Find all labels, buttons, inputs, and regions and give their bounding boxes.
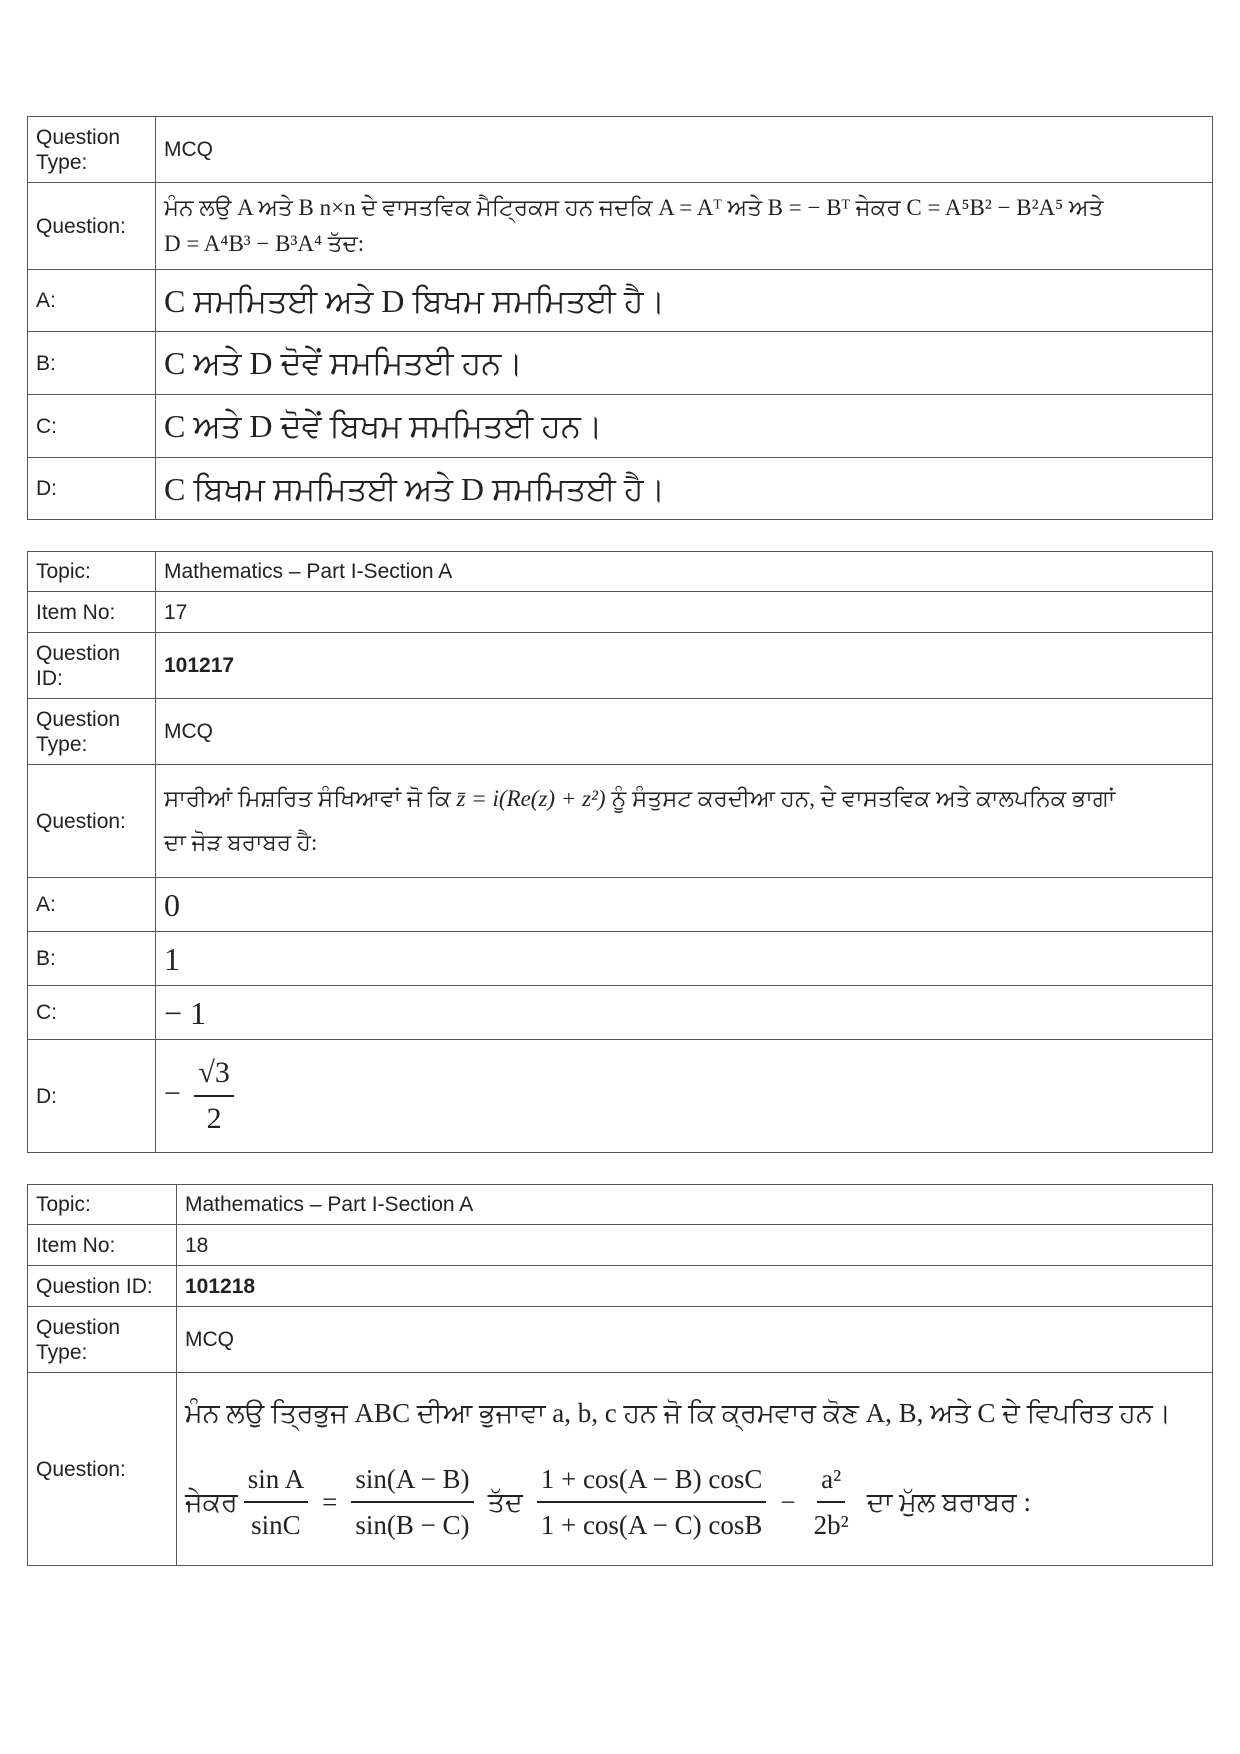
topic-label: Topic: <box>28 552 156 592</box>
question-line-1: ਸਾਰੀਆਂ ਮਿਸ਼ਰਿਤ ਸੰਖਿਆਵਾਂ ਜੋ ਕਿ z̄ = i(Re(z) + z²) ਨੂੰ ਸੰਤੁਸਟ ਕਰਦੀਆ ਹਨ, ਦੇ ਵਾਸਤਵਿਕ ਅਤੇ ਕਾਲਪਨਿਕ ਭਾਗਾਂ <box>164 786 1116 811</box>
option-c-text: − 1 <box>156 986 1213 1040</box>
question-text <box>156 765 1213 878</box>
question-line-2: ਦਾ ਜੋੜ ਬਰਾਬਰ ਹੈ: <box>164 830 318 855</box>
complex-equation: z̄ = i(Re(z) + z²) <box>456 786 606 811</box>
if-word: ਜੇਕਰ <box>185 1487 238 1517</box>
option-b-label: B: <box>28 932 156 986</box>
question-16-table <box>27 116 1213 520</box>
question-formula <box>185 1459 1204 1545</box>
option-a-text: 0 <box>156 878 1213 932</box>
then-word: ਤੱਦ <box>487 1487 523 1517</box>
question-label: Question: <box>28 183 156 270</box>
equals-sign: = <box>322 1487 338 1517</box>
topic-label: Topic: <box>28 1185 177 1225</box>
option-a-label: A: <box>28 270 156 332</box>
option-a-label: A: <box>28 878 156 932</box>
option-c-label: C: <box>28 986 156 1040</box>
option-b-text: C ਅਤੇ D ਦੋਵੇਂ ਸਮਮਿਤਈ ਹਨ। <box>156 332 1213 395</box>
fraction-denominator: 2 <box>206 1102 222 1135</box>
question-line-1: ਮੰਨ ਲਉ ਤ੍ਰਿਭੁਜ ABC ਦੀਆ ਭੁਜਾਵਾ a, b, c ਹਨ ਜੋ ਕਿ ਕ੍ਰਮਵਾਰ ਕੋਣ A, B, ਅਤੇ C ਦੇ ਵਿਪਰਿਤ ਹਨ। <box>185 1398 1171 1428</box>
question-type-label: Question Type: <box>28 699 156 765</box>
topic-value: Mathematics – Part I-Section A <box>177 1185 1213 1225</box>
option-a-text: C ਸਮਮਿਤਈ ਅਤੇ D ਬਿਖਮ ਸਮਮਿਤਈ ਹੈ। <box>156 270 1213 332</box>
question-text <box>177 1373 1213 1566</box>
question-type-value: MCQ <box>156 117 1213 183</box>
question-label: Question: <box>28 765 156 878</box>
question-type-value: MCQ <box>156 699 1213 765</box>
minus-sign: − <box>780 1487 796 1517</box>
option-d-text: C ਬਿਖਮ ਸਮਮਿਤਈ ਅਤੇ D ਸਮਮਿਤਈ ਹੈ। <box>156 458 1213 520</box>
option-b-label: B: <box>28 332 156 395</box>
item-no-value: 17 <box>156 592 1213 633</box>
question-17-table <box>27 551 1213 1153</box>
fraction-cos-expr: $\frac{1 + \cos(A - B) \cos C}{1 + \cos(A - C) \cos B}$ <box>537 1459 767 1545</box>
tail-text: ਦਾ ਮੁੱਲ ਬਰਾਬਰ : <box>866 1487 1032 1517</box>
question-type-label: Question Type: <box>28 1307 177 1373</box>
fraction <box>194 1053 233 1139</box>
question-id-label: Question ID: <box>28 633 156 699</box>
question-id-value: 101217 <box>156 633 1213 699</box>
option-c-text: C ਅਤੇ D ਦੋਵੇਂ ਬਿਖਮ ਸਮਮਿਤਈ ਹਨ। <box>156 395 1213 458</box>
item-no-value: 18 <box>177 1225 1213 1266</box>
question-line-2: D = A⁴B³ − B³A⁴ ਤੱਦ: <box>164 231 365 256</box>
fraction-a2-2b2: $\frac{\text{a²}}{\text{2b²}}$ <box>810 1459 853 1545</box>
option-d-math <box>156 1040 1213 1153</box>
fraction-sin-diff: $\frac{\sin(A - B)}{\sin(B - C)}$ <box>351 1459 473 1545</box>
question-type-value: MCQ <box>177 1307 1213 1373</box>
fraction-numerator: √3 <box>194 1053 233 1097</box>
minus-sign: − <box>164 1076 181 1110</box>
question-type-label: Question Type: <box>28 117 156 183</box>
question-id-label: Question ID: <box>28 1266 177 1307</box>
option-d-label: D: <box>28 458 156 520</box>
question-line-1: ਮੰਨ ਲਉ A ਅਤੇ B n×n ਦੇ ਵਾਸਤਵਿਕ ਮੈਟ੍ਰਿਕਸ ਹਨ ਜਦਕਿ A = Aᵀ ਅਤੇ B = − Bᵀ ਜੇਕਰ C = A⁵B² − B²A⁵ ਅਤੇ <box>164 195 1104 220</box>
question-text <box>156 183 1213 270</box>
item-no-label: Item No: <box>28 592 156 633</box>
option-c-label: C: <box>28 395 156 458</box>
question-id-value: 101218 <box>177 1266 1213 1307</box>
fraction-sinA-sinC: $\frac{\text{sin A}}{\sin C}$ <box>244 1459 308 1545</box>
option-d-label: D: <box>28 1040 156 1153</box>
topic-value: Mathematics – Part I-Section A <box>156 552 1213 592</box>
question-18-table <box>27 1184 1213 1566</box>
item-no-label: Item No: <box>28 1225 177 1266</box>
question-label: Question: <box>28 1373 177 1566</box>
option-b-text: 1 <box>156 932 1213 986</box>
